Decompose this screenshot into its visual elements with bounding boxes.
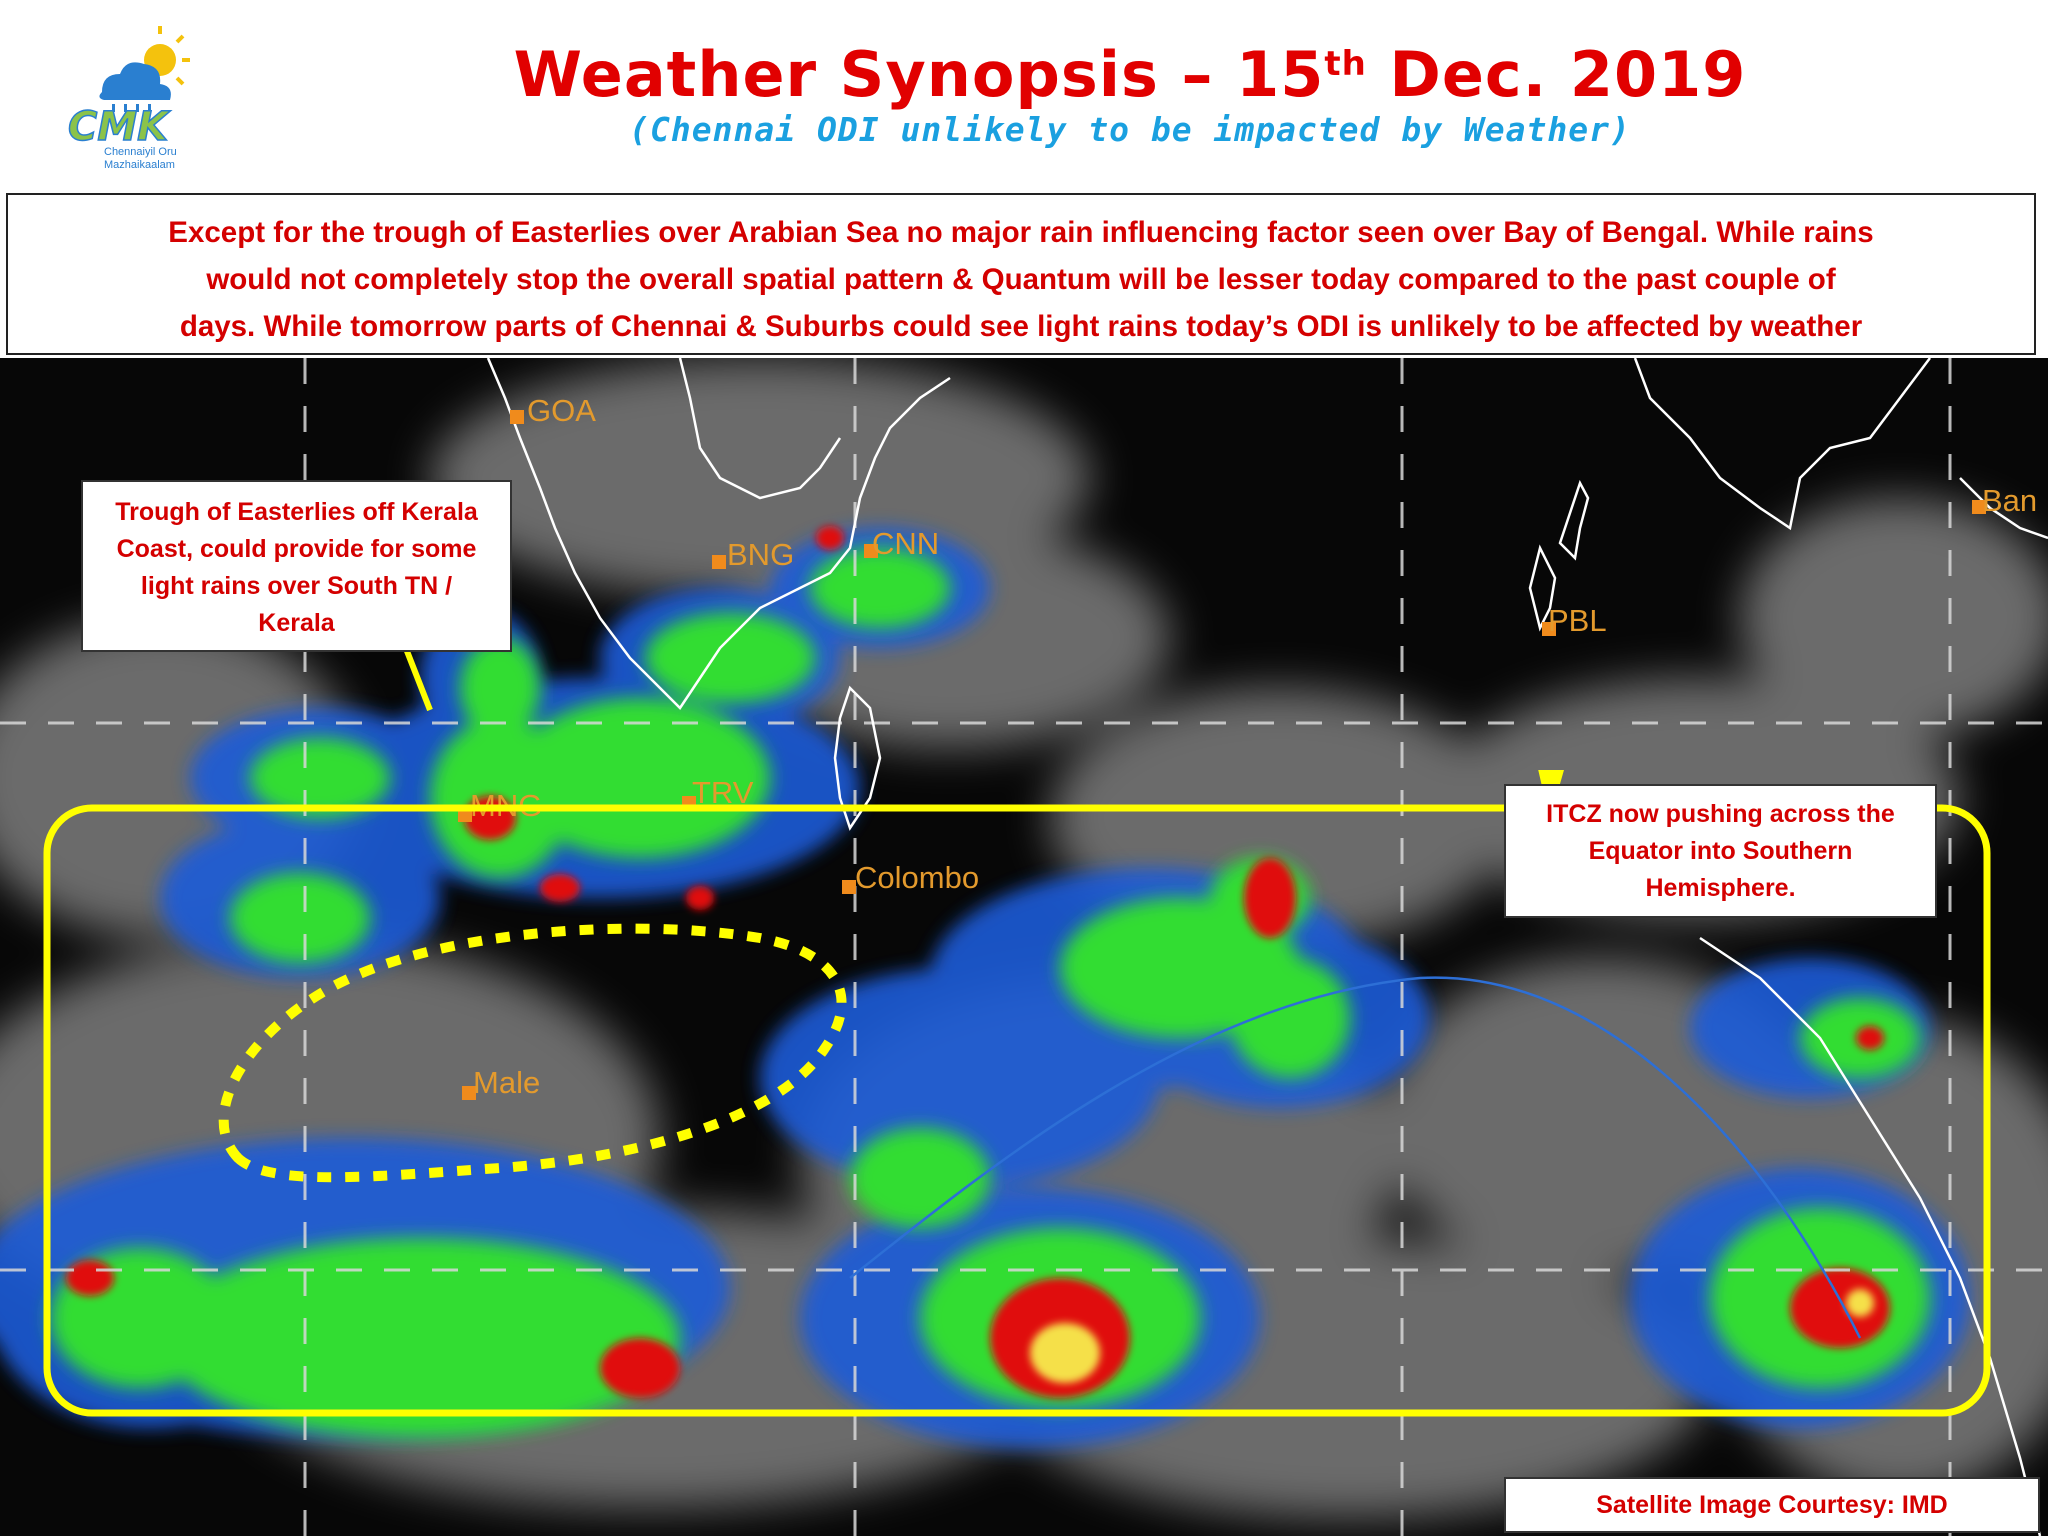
logo-subtitle-1: Chennaiyil Oru — [104, 146, 177, 158]
city-label-cnn: CNN — [872, 526, 940, 561]
logo-wordmark: CMK — [68, 104, 169, 150]
cmk-logo — [22, 22, 212, 182]
synopsis-line-3: days. While tomorrow parts of Chennai & Suburbs could see light rains today’s ODI is unlikely to be affected by weather — [179, 310, 1863, 343]
page-title: Weather Synopsis – 15th Dec. 2019 — [513, 38, 1747, 111]
trough-callout-line-2: Coast, could provide for some — [116, 535, 477, 563]
trough-callout-line-1: Trough of Easterlies off Kerala — [115, 498, 478, 526]
image-credit: Satellite Image Courtesy: IMD — [1504, 1477, 2040, 1533]
city-label-goa: GOA — [527, 393, 596, 428]
synopsis-line-2: would not completely stop the overall spatial pattern & Quantum will be lesser today compared to the past couple of — [206, 263, 1836, 296]
synopsis-line-1: Except for the trough of Easterlies over Arabian Sea no major rain influencing factor seen over Bay of Bengal. While rains — [168, 216, 1874, 249]
city-label-ban: Ban — [1982, 483, 2038, 518]
trough-callout-line-4: Kerala — [258, 609, 335, 637]
page-subtitle: (Chennai ODI unlikely to be impacted by Weather) — [629, 110, 1631, 149]
itcz-callout-line-2: Equator into Southern — [1588, 837, 1853, 865]
logo-subtitle-2: Mazhaikaalam — [104, 159, 175, 171]
itcz-callout — [1504, 784, 1937, 918]
itcz-callout-line-1: ITCZ now pushing across the — [1546, 800, 1895, 828]
trough-callout — [81, 480, 512, 652]
city-label-bng: BNG — [727, 537, 795, 572]
synopsis-box — [6, 193, 2036, 355]
city-label-mng: MNG — [470, 788, 543, 823]
city-label-male: Male — [473, 1065, 541, 1100]
trough-callout-line-3: light rains over South TN / — [140, 572, 453, 600]
city-label-colombo: Colombo — [855, 860, 980, 895]
city-label-trv: TRV — [692, 775, 754, 810]
city-label-pbl: PBL — [1548, 603, 1607, 638]
itcz-callout-line-3: Hemisphere. — [1645, 874, 1796, 902]
